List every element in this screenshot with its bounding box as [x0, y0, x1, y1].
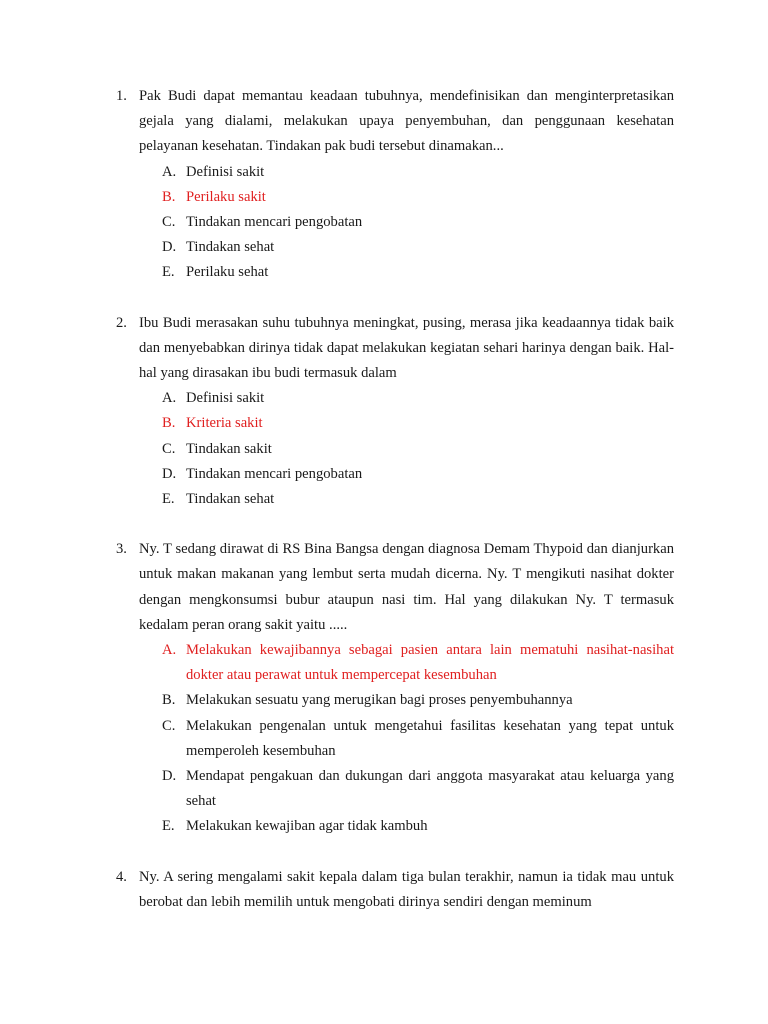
- option-letter: C.: [162, 717, 176, 734]
- option-e: [162, 487, 674, 512]
- option-letter: A.: [162, 642, 177, 659]
- answer-options: [162, 386, 674, 512]
- option-text: Perilaku sakit: [186, 188, 266, 205]
- option-c: [162, 437, 674, 462]
- option-a: [162, 160, 674, 185]
- option-b-correct: [162, 185, 674, 210]
- option-text: Melakukan pengenalan untuk mengetahui fasilitas kesehatan yang tepat untuk memperoleh kesembuhan: [186, 717, 674, 759]
- option-text: Mendapat pengakuan dan dukungan dari anggota masyarakat atau keluarga yang sehat: [186, 768, 674, 810]
- option-text: Melakukan kewajibannya sebagai pasien antara lain mematuhi nasihat-nasihat dokter atau perawat untuk mempercepat kesembuhan: [186, 642, 674, 684]
- question-2: [116, 311, 674, 513]
- option-letter: D.: [162, 465, 177, 482]
- option-text: Tindakan mencari pengobatan: [186, 465, 363, 482]
- option-text: Tindakan sakit: [186, 440, 272, 457]
- option-letter: B.: [162, 415, 176, 432]
- option-letter: C.: [162, 214, 176, 231]
- question-text: Pak Budi dapat memantau keadaan tubuhnya, mendefinisikan dan menginterpretasikan gejala yang dialami, melakukan upaya penyembuhan, dan penggunaan kesehatan pelayanan kesehatan. Tindakan pak budi tersebut dinamakan...: [139, 88, 674, 155]
- option-letter: D.: [162, 768, 177, 785]
- option-letter: E.: [162, 264, 175, 281]
- option-text: Kriteria sakit: [186, 415, 263, 432]
- question-3: [116, 537, 674, 839]
- option-c: [162, 714, 674, 764]
- option-a-correct: [162, 638, 674, 688]
- option-d: [162, 462, 674, 487]
- option-b: [162, 688, 674, 713]
- option-e: [162, 814, 674, 839]
- option-letter: B.: [162, 692, 176, 709]
- option-text: Definisi sakit: [186, 163, 265, 180]
- question-text: Ny. A sering mengalami sakit kepala dalam tiga bulan terakhir, namun ia tidak mau untuk berobat dan lebih memilih untuk mengobati dirinya sendiri dengan meminum: [139, 868, 674, 910]
- option-text: Definisi sakit: [186, 390, 265, 407]
- option-text: Tindakan mencari pengobatan: [186, 214, 363, 231]
- option-text: Melakukan sesuatu yang merugikan bagi proses penyembuhannya: [186, 692, 573, 709]
- question-number: 2.: [116, 314, 127, 331]
- question-1: [116, 84, 674, 286]
- answer-options: [162, 638, 674, 840]
- question-text: Ny. T sedang dirawat di RS Bina Bangsa dengan diagnosa Demam Thypoid dan dianjurkan untuk makan makanan yang lembut serta mudah dicerna. Ny. T mengikuti nasihat dokter dengan mengkonsumsi bubur ataupun nasi tim. Hal yang dilakukan Ny. T termasuk kedalam peran orang sakit yaitu .....: [139, 541, 674, 633]
- question-number: 3.: [116, 541, 127, 558]
- option-e: [162, 260, 674, 285]
- option-letter: A.: [162, 163, 177, 180]
- option-d: [162, 764, 674, 814]
- question-text: Ibu Budi merasakan suhu tubuhnya meningkat, pusing, merasa jika keadaannya tidak baik dan menyebabkan dirinya tidak dapat melakukan kegiatan sehari harinya dengan baik. Hal-hal yang dirasakan ibu budi termasuk dalam: [139, 314, 674, 382]
- option-letter: E.: [162, 491, 175, 508]
- option-a: [162, 386, 674, 411]
- question-number: 1.: [116, 88, 127, 104]
- option-d: [162, 235, 674, 260]
- option-text: Melakukan kewajiban agar tidak kambuh: [186, 818, 428, 835]
- option-text: Perilaku sehat: [186, 264, 269, 281]
- option-text: Tindakan sehat: [186, 239, 275, 256]
- option-letter: B.: [162, 188, 176, 205]
- option-letter: D.: [162, 239, 177, 256]
- option-text: Tindakan sehat: [186, 491, 275, 508]
- question-number: 4.: [116, 868, 127, 885]
- option-letter: A.: [162, 390, 177, 407]
- option-letter: E.: [162, 818, 175, 835]
- option-letter: C.: [162, 440, 176, 457]
- question-4: [116, 865, 674, 915]
- option-b-correct: [162, 411, 674, 436]
- answer-options: [162, 160, 674, 286]
- option-c: [162, 210, 674, 235]
